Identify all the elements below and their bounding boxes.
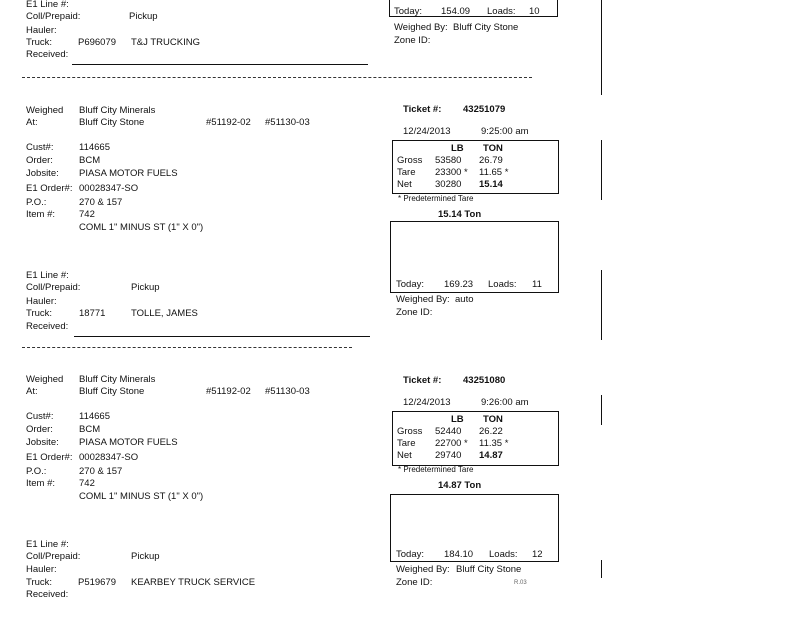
gross-label: Gross [397,426,423,437]
page-edge-line [601,395,602,425]
order-value: BCM [79,155,101,166]
tear-line [22,77,532,78]
page-edge-line [601,140,602,200]
predetermined-tare-note: * Predetermined Tare [398,465,474,474]
e1-line-label: E1 Line #: [26,270,69,281]
po-value: 270 & 157 [79,197,123,208]
coll-prepaid-label: Coll/Prepaid: [26,11,81,22]
coll-prepaid-label: Coll/Prepaid: [26,551,81,562]
truck-company: TOLLE, JAMES [131,308,198,319]
zone-id-label: Zone ID: [396,307,433,318]
weighed-value: Bluff City Minerals [79,105,156,116]
jobsite-value: PIASA MOTOR FUELS [79,437,178,448]
net-lb: 30280 [435,179,462,190]
e1-order-value: 00028347-SO [79,183,139,194]
stamp-mark: R.03 [514,580,527,586]
e1-order-value: 00028347-SO [79,452,139,463]
gross-label: Gross [397,155,423,166]
order-value: BCM [79,424,101,435]
loads-value: 11 [532,279,542,290]
item-label: Item #: [26,209,56,220]
ticket-number: 43251080 [463,375,506,386]
jobsite-label: Jobsite: [26,437,59,448]
e1-order-label: E1 Order#: [26,183,73,194]
cust-value: 114665 [79,411,110,422]
ticket-number: 43251079 [463,104,506,115]
page-edge-line [601,560,602,578]
today-label: Today: [396,279,424,290]
net-ton: 14.87 [479,450,503,461]
tare-ton: 11.65 * [479,167,509,178]
received-signature-line [74,336,370,337]
ton-header: TON [483,143,503,154]
total-tons: 15.14 Ton [438,209,482,220]
at-value: Bluff City Stone [79,117,145,128]
received-signature-line [72,64,368,65]
location-code-2: #51130-03 [265,386,310,397]
tare-lb: 22700 * [435,438,468,449]
today-label: Today: [394,6,422,17]
tare-lb: 23300 * [435,167,468,178]
loads-label: Loads: [489,549,518,560]
ticket-date: 12/24/2013 [403,126,451,137]
loads-label: Loads: [488,279,517,290]
cust-value: 114665 [79,142,110,153]
ton-header: TON [483,414,503,425]
tear-line [22,347,352,348]
weighed-by-label: Weighed By: [396,564,450,575]
gross-ton: 26.79 [479,155,503,166]
weighed-by-value: Bluff City Stone [453,22,519,33]
net-label: Net [397,179,412,190]
today-value: 154.09 [441,6,471,17]
ticket-time: 9:26:00 am [481,397,529,408]
location-code-1: #51192-02 [206,386,251,397]
po-label: P.O.: [26,197,47,208]
hauler-label: Hauler: [26,296,57,307]
item-description: COML 1" MINUS ST (1" X 0") [79,222,204,233]
weighed-value: Bluff City Minerals [79,374,156,385]
at-label: At: [26,117,38,128]
lb-header: LB [451,414,464,425]
page-edge-line [601,270,602,340]
truck-number: P519679 [78,577,117,588]
item-value: 742 [79,478,95,489]
item-label: Item #: [26,478,56,489]
weighed-label: Weighed [26,105,64,116]
e1-line-label: E1 Line #: [26,0,69,10]
jobsite-value: PIASA MOTOR FUELS [79,168,178,179]
net-label: Net [397,450,412,461]
weight-table [392,411,559,466]
coll-prepaid-value: Pickup [129,11,158,22]
net-ton: 15.14 [479,179,503,190]
loads-value: 10 [529,6,540,17]
zone-id-label: Zone ID: [396,577,433,588]
weighed-by-label: Weighed By: [394,22,448,33]
truck-number: 18771 [79,308,106,319]
ticket-label: Ticket #: [403,104,442,115]
item-description: COML 1" MINUS ST (1" X 0") [79,491,204,502]
e1-order-label: E1 Order#: [26,452,73,463]
net-lb: 29740 [435,450,462,461]
weighed-label: Weighed [26,374,64,385]
weighed-by-value: auto [455,294,474,305]
tare-ton: 11.35 * [479,438,509,449]
ticket-time: 9:25:00 am [481,126,529,137]
coll-prepaid-value: Pickup [131,551,160,562]
received-label: Received: [26,49,69,60]
today-label: Today: [396,549,424,560]
at-label: At: [26,386,38,397]
truck-company: T&J TRUCKING [131,37,200,48]
ticket-label: Ticket #: [403,375,442,386]
coll-prepaid-label: Coll/Prepaid: [26,282,81,293]
truck-label: Truck: [26,308,53,319]
gross-lb: 53580 [435,155,462,166]
received-label: Received: [26,321,69,332]
loads-label: Loads: [487,6,516,17]
received-label: Received: [26,589,69,600]
order-label: Order: [26,424,53,435]
tare-label: Tare [397,167,416,178]
tare-label: Tare [397,438,416,449]
weight-table [392,140,559,194]
po-value: 270 & 157 [79,466,123,477]
order-label: Order: [26,155,53,166]
cust-label: Cust#: [26,411,54,422]
at-value: Bluff City Stone [79,386,145,397]
predetermined-tare-note: * Predetermined Tare [398,194,474,203]
hauler-label: Hauler: [26,564,57,575]
jobsite-label: Jobsite: [26,168,59,179]
loads-value: 12 [532,549,543,560]
today-value: 169.23 [444,279,474,290]
page-edge-line [601,0,602,95]
weighed-by-label: Weighed By: [396,294,450,305]
zone-id-label: Zone ID: [394,35,431,46]
hauler-label: Hauler: [26,25,57,36]
lb-header: LB [451,143,464,154]
cust-label: Cust#: [26,142,54,153]
truck-label: Truck: [26,37,53,48]
po-label: P.O.: [26,466,47,477]
truck-company: KEARBEY TRUCK SERVICE [131,577,256,588]
gross-ton: 26.22 [479,426,503,437]
ticket-date: 12/24/2013 [403,397,451,408]
location-code-2: #51130-03 [265,117,310,128]
item-value: 742 [79,209,95,220]
truck-number: P696079 [78,37,117,48]
location-code-1: #51192-02 [206,117,251,128]
today-value: 184.10 [444,549,474,560]
e1-line-label: E1 Line #: [26,539,69,550]
weighed-by-value: Bluff City Stone [456,564,522,575]
gross-lb: 52440 [435,426,462,437]
coll-prepaid-value: Pickup [131,282,160,293]
truck-label: Truck: [26,577,53,588]
total-tons: 14.87 Ton [438,480,482,491]
